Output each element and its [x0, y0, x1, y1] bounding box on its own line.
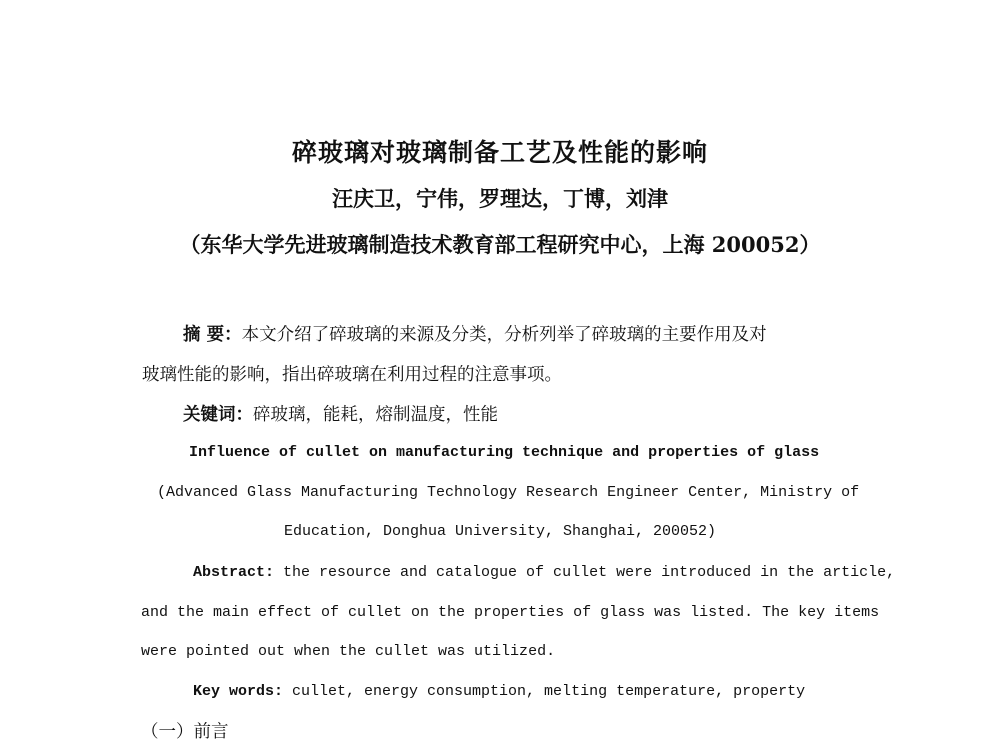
- keywords-cn-label: 关键词：: [183, 405, 253, 425]
- english-affiliation-line-1: (Advanced Glass Manufacturing Technology Research Engineer Center, Ministry of: [157, 484, 860, 501]
- abstract-en-text-1: the resource and catalogue of cullet were introduced in the article,: [274, 564, 896, 581]
- keywords-en-text: cullet, energy consumption, melting temperature, property: [283, 683, 806, 700]
- keywords-en-label: Key words:: [193, 683, 284, 700]
- abstract-cn-text-1: 本文介绍了碎玻璃的来源及分类，分析列举了碎玻璃的主要作用及对: [241, 325, 767, 345]
- section-heading: （一）前言: [141, 722, 229, 742]
- abstract-en-line-1: [193, 564, 895, 581]
- english-title: Influence of cullet on manufacturing technique and properties of glass: [189, 444, 820, 461]
- paper-title: 碎玻璃对玻璃制备工艺及性能的影响: [291, 138, 708, 167]
- keywords-cn: [183, 401, 498, 426]
- affiliation-cn: （东华大学先进玻璃制造技术教育部工程研究中心，上海 200052）: [179, 232, 821, 257]
- author-list: 汪庆卫，宁伟，罗理达，丁博，刘津: [332, 186, 668, 211]
- abstract-cn-line-2: 玻璃性能的影响，指出碎玻璃在利用过程的注意事项。: [142, 365, 562, 385]
- english-affiliation-line-2: Education, Donghua University, Shanghai, 200052): [283, 523, 717, 540]
- keywords-en: [193, 683, 805, 700]
- keywords-cn-text: 碎玻璃，能耗，熔制温度，性能: [253, 405, 498, 425]
- abstract-en-line-2: and the main effect of cullet on the properties of glass was listed. The key items: [141, 604, 880, 621]
- abstract-en-line-3: were pointed out when the cullet was utilized.: [141, 643, 556, 660]
- abstract-cn-line-1: [183, 321, 767, 346]
- abstract-cn-label: 摘 要：: [183, 325, 242, 345]
- abstract-en-label: Abstract:: [193, 564, 275, 581]
